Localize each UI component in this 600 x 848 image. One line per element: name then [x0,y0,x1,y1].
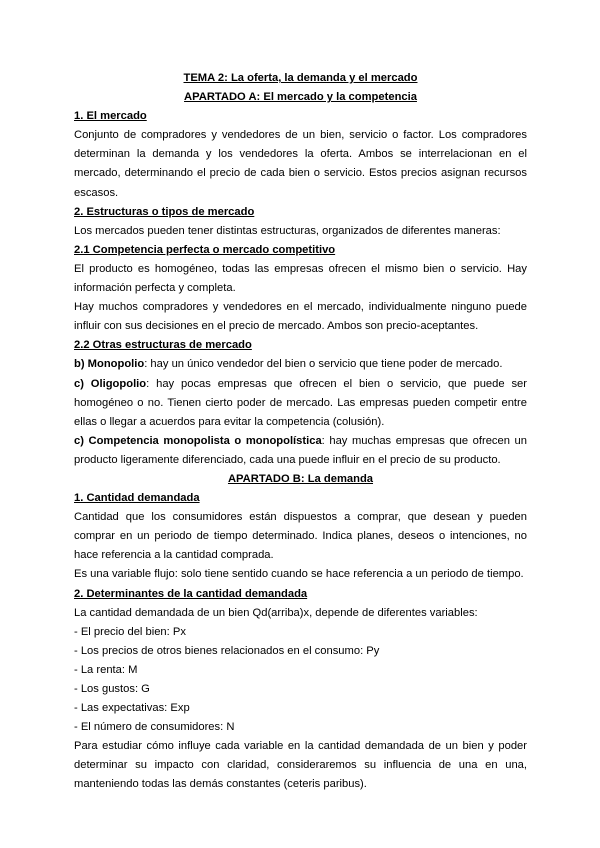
label-oligopolio: c) Oligopolio [74,377,147,390]
heading-estructuras: 2. Estructuras o tipos de mercado [74,205,255,218]
paragraph-competencia-perfecta-1: El producto es homogéneo, todas las empresas ofrecen el mismo bien o servicio. Hay información perfecta y completa. [74,262,527,295]
list-item: - Los gustos: G [74,683,150,695]
document-body [74,69,527,795]
list-item: - La renta: M [74,663,138,676]
paragraph-competencia-monopolista [74,432,527,470]
heading-el-mercado: 1. El mercado [74,110,147,123]
list-item: - El precio del bien: Px [74,625,186,638]
heading-cantidad-demandada: 1. Cantidad demandada [74,492,200,505]
label-monopolio: b) Monopolio [74,358,145,371]
document-title: TEMA 2: La oferta, la demanda y el mercado [183,72,418,84]
text-monopolio: : hay un único vendedor del bien o servicio que tiene poder de mercado. [144,358,503,371]
paragraph-oligopolio [74,375,527,432]
paragraph-ceteris-paribus: Para estudiar cómo influye cada variable en la cantidad demandada de un bien y poder determinar su impacto con claridad, consideraremos su influencia de una en una, manteniendo todas las demás constantes (ceteris paribus). [74,740,527,791]
list-item: - Los precios de otros bienes relacionados en el consumo: Py [74,644,380,657]
paragraph-el-mercado: Conjunto de compradores y vendedores de un bien, servicio o factor. Los compradores determinan la demanda y los vendedores la oferta. Ambos se interrelacionan en el mercado, determinando el precio de cada bien o servicio. Estos precios asignan recursos escasos. [74,129,527,199]
paragraph-competencia-perfecta-2: Hay muchos compradores y vendedores en el mercado, individualmente ninguno puede influir con sus decisiones en el precio de mercado. Ambos son precio-aceptantes. [74,301,527,333]
section-a-heading: APARTADO A: El mercado y la competencia [184,91,417,104]
label-competencia-monopolista: c) Competencia monopolista o monopolística [74,434,322,447]
paragraph-monopolio [74,355,527,374]
list-item: - El número de consumidores: N [74,721,235,734]
paragraph-estructuras: Los mercados pueden tener distintas estructuras, organizados de diferentes maneras: [74,224,501,237]
heading-determinantes: 2. Determinantes de la cantidad demandada [74,587,308,600]
heading-otras-estructuras: 2.2 Otras estructuras de mercado [74,339,252,352]
paragraph-determinantes-intro: La cantidad demandada de un bien Qd(arriba)x, depende de diferentes variables: [74,606,478,619]
paragraph-cantidad-demandada-2: Es una variable flujo: solo tiene sentido cuando se hace referencia a un periodo de tiempo. [74,568,524,581]
text-competencia-monopolista: : hay muchas empresas que ofrecen un producto ligeramente diferenciado, cada una puede influir en el precio de su producto. [74,434,527,466]
paragraph-cantidad-demandada-1: Cantidad que los consumidores están dispuestos a comprar, que desean y pueden comprar en un periodo de tiempo determinado. Indica planes, deseos o intenciones, no hace referencia a la cantidad comprada. [74,511,527,562]
section-b-heading: APARTADO B: La demanda [227,472,374,485]
heading-competencia-perfecta: 2.1 Competencia perfecta o mercado competitivo [74,243,336,256]
text-oligopolio: : hay pocas empresas que ofrecen el bien o servicio, que puede ser homogéneo o no. Tienen cierto poder de mercado. Las empresas pueden competir entre ellas o llegar a acuerdos para evitar la competencia (colusión). [74,377,527,428]
list-item: - Las expectativas: Exp [74,702,190,715]
